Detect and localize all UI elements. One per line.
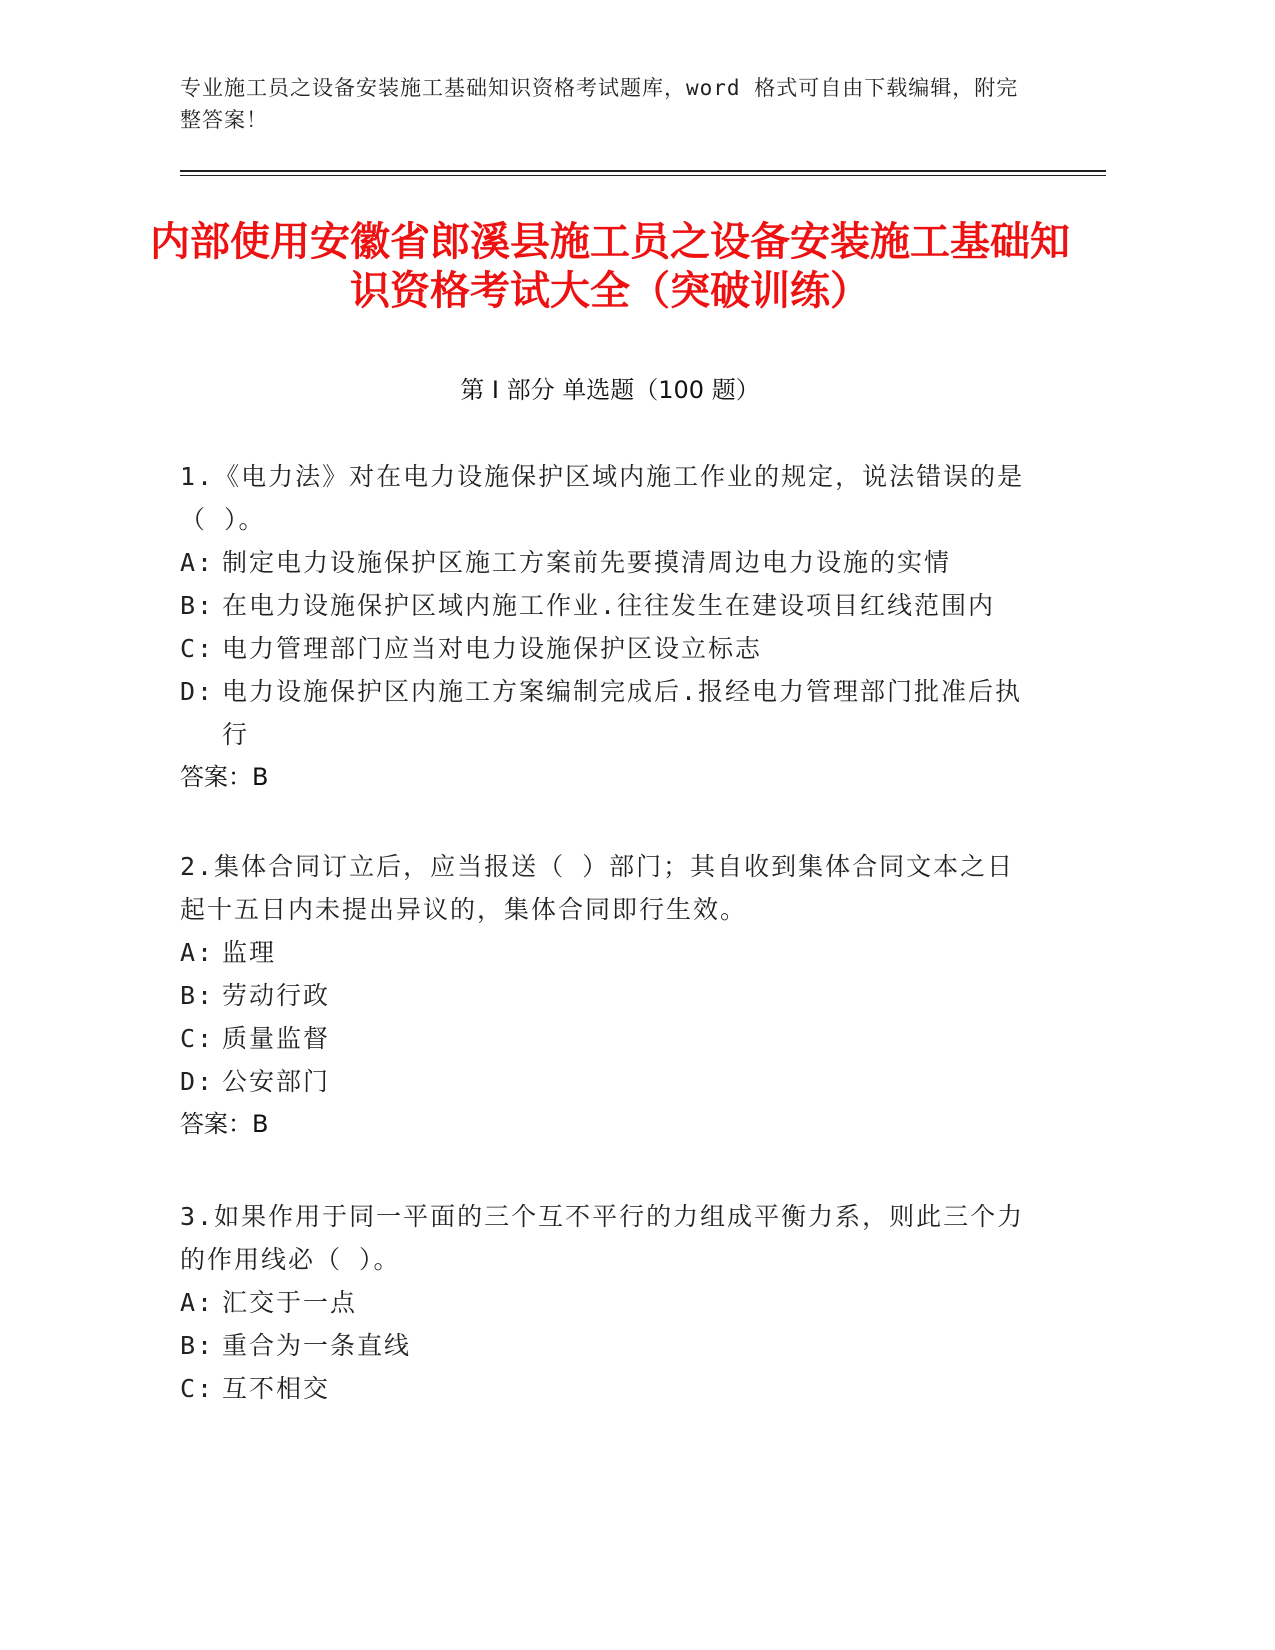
option-a xyxy=(180,931,1030,974)
answer-line xyxy=(180,756,1030,799)
answer-line xyxy=(180,1103,1030,1146)
page-title: 内部使用安徽省郎溪县施工员之设备安装施工基础知识资格考试大全（突破训练） xyxy=(150,219,1070,314)
option-b xyxy=(180,584,1030,627)
option-a xyxy=(180,541,1030,584)
question-stem: 1.《电力法》对在电力设施保护区域内施工作业的规定，说法错误的是（ ）。 xyxy=(180,462,1025,534)
option-text: 劳动行政 xyxy=(222,981,331,1010)
option-d xyxy=(180,1060,1030,1103)
option-key: D: xyxy=(180,1067,215,1096)
option-c xyxy=(180,1367,1030,1410)
option-key: B: xyxy=(180,1331,215,1360)
header-divider-thick xyxy=(180,170,1106,172)
option-d xyxy=(180,670,1030,756)
option-key: B: xyxy=(180,981,215,1010)
option-key: D: xyxy=(180,677,215,706)
option-text: 互不相交 xyxy=(222,1374,331,1403)
option-key: C: xyxy=(180,1024,215,1053)
option-text: 制定电力设施保护区施工方案前先要摸清周边电力设施的实情 xyxy=(222,548,952,577)
option-key: B: xyxy=(180,591,215,620)
option-a xyxy=(180,1281,1030,1324)
answer-value: B xyxy=(252,1110,269,1138)
section-heading: 第 I 部分 单选题（100 题） xyxy=(460,376,760,404)
question-3 xyxy=(180,1195,1030,1410)
option-text: 在电力设施保护区域内施工作业.往往发生在建设项目红线范围内 xyxy=(222,591,996,620)
option-text: 公安部门 xyxy=(222,1067,331,1096)
option-key: A: xyxy=(180,1288,215,1317)
option-c xyxy=(180,627,1030,670)
option-text: 电力设施保护区内施工方案编制完成后.报经电力管理部门批准后执行 xyxy=(222,677,1023,749)
header-note: 专业施工员之设备安装施工基础知识资格考试题库，word 格式可自由下载编辑，附完整答案！ xyxy=(180,76,1019,132)
question-1 xyxy=(180,455,1030,799)
option-text: 电力管理部门应当对电力设施保护区设立标志 xyxy=(222,634,763,663)
question-2 xyxy=(180,845,1030,1146)
answer-label: 答案： xyxy=(180,763,252,791)
option-key: C: xyxy=(180,634,215,663)
option-key: A: xyxy=(180,938,215,967)
option-text: 重合为一条直线 xyxy=(222,1331,412,1360)
option-key: C: xyxy=(180,1374,215,1403)
option-key: A: xyxy=(180,548,215,577)
option-text: 汇交于一点 xyxy=(222,1288,358,1317)
option-text: 监理 xyxy=(222,938,277,967)
option-b xyxy=(180,974,1030,1017)
question-stem: 2.集体合同订立后，应当报送（ ）部门；其自收到集体合同文本之日起十五日内未提出异议的，集体合同即行生效。 xyxy=(180,852,1015,924)
option-c xyxy=(180,1017,1030,1060)
option-text: 质量监督 xyxy=(222,1024,331,1053)
option-b xyxy=(180,1324,1030,1367)
answer-label: 答案： xyxy=(180,1110,252,1138)
header-divider-thin xyxy=(180,175,1106,176)
answer-value: B xyxy=(252,763,269,791)
question-stem: 3.如果作用于同一平面的三个互不平行的力组成平衡力系，则此三个力的作用线必（ ）。 xyxy=(180,1202,1025,1274)
